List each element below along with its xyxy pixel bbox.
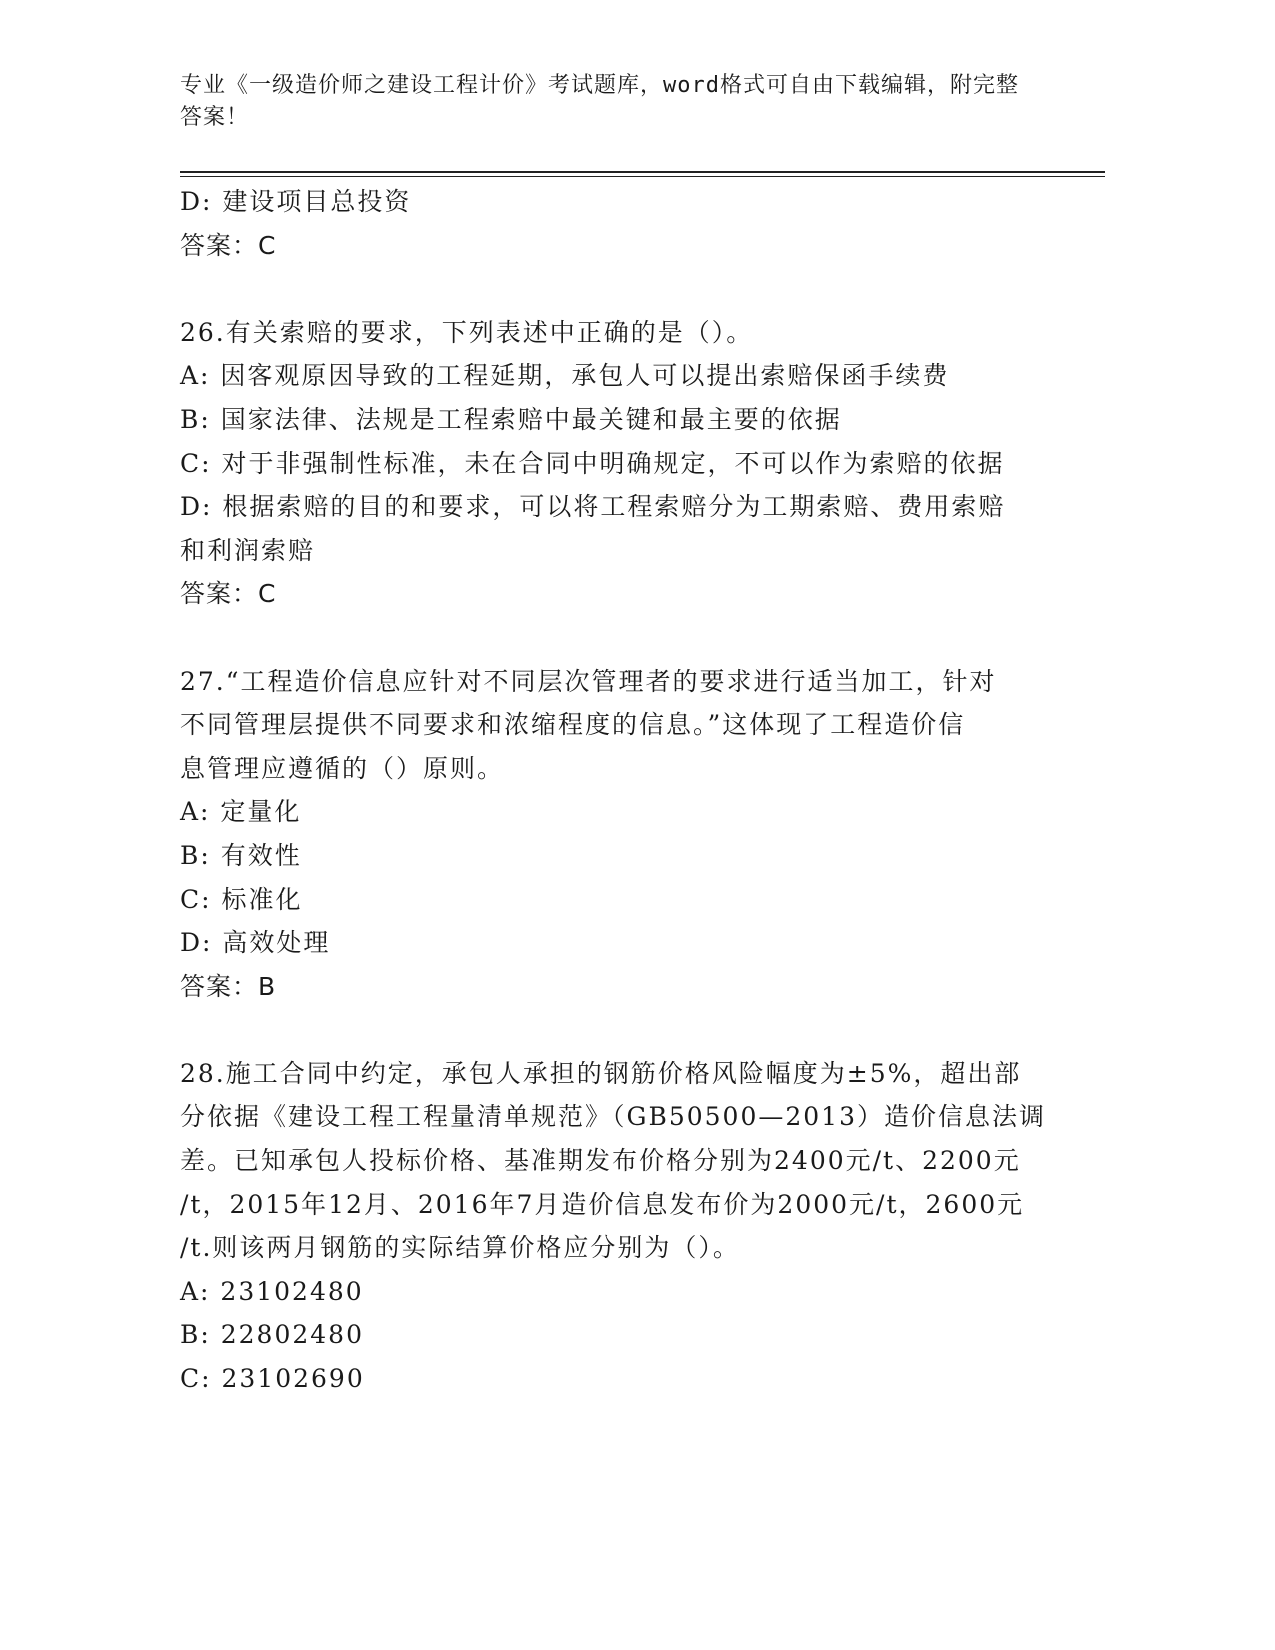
q26-option-c: C: 对于非强制性标准，未在合同中明确规定，不可以作为索赔的依据: [180, 448, 1005, 478]
q26-option-d-line1: D: 根据索赔的目的和要求，可以将工程索赔分为工期索赔、费用索赔: [180, 492, 1006, 522]
question-25-tail: [180, 180, 1040, 267]
header-divider-thick: [180, 171, 1105, 173]
q26-option-d-line2: 和利润索赔: [180, 535, 316, 565]
q27-option-d: D: 高效处理: [180, 928, 331, 958]
spacer: [180, 616, 1040, 660]
q27-option-c: C: 标准化: [180, 884, 303, 914]
q28-option-b: B: 22802480: [180, 1320, 364, 1350]
document-header: 专业《一级造价师之建设工程计价》考试题库，word格式可自由下载编辑，附完整答案！: [180, 73, 1019, 130]
q25-option-d: D: 建设项目总投资: [180, 187, 412, 216]
q28-stem-line2: 分依据《建设工程工程量清单规范》（GB50500—2013）造价信息法调: [180, 1102, 1046, 1132]
q28-stem-line4: /t，2015年12月、2016年7月造价信息发布价为2000元/t，2600元: [180, 1189, 1025, 1219]
q26-answer: 答案：C: [180, 579, 277, 609]
question-27: [180, 660, 1040, 1009]
q26-option-b: B: 国家法律、法规是工程索赔中最关键和最主要的依据: [180, 404, 842, 434]
q27-stem-line3: 息管理应遵循的（）原则。: [180, 753, 505, 783]
spacer: [180, 1008, 1040, 1052]
q25-answer: 答案：C: [180, 230, 277, 260]
spacer: [180, 267, 1040, 311]
header-divider-thin: [180, 176, 1105, 177]
question-28: [180, 1052, 1046, 1401]
q28-stem-line5: /t.则该两月钢筋的实际结算价格应分别为（）。: [180, 1233, 740, 1263]
q28-stem-line3: 差。已知承包人投标价格、基准期发布价格分别为2400元/t、2200元: [180, 1146, 1021, 1176]
q28-stem-line1: 28.施工合同中约定，承包人承担的钢筋价格风险幅度为±5%，超出部: [180, 1058, 1022, 1088]
q26-stem: 26.有关索赔的要求，下列表述中正确的是（）。: [180, 317, 754, 347]
q26-option-a: A: 因客观原因导致的工程延期，承包人可以提出索赔保函手续费: [180, 361, 950, 391]
q27-answer: 答案：B: [180, 971, 277, 1001]
q27-option-b: B: 有效性: [180, 840, 302, 870]
q27-stem-line1: 27.“工程造价信息应针对不同层次管理者的要求进行适当加工，针对: [180, 666, 997, 696]
q27-stem-line2: 不同管理层提供不同要求和浓缩程度的信息。”这体现了工程造价信: [180, 710, 966, 740]
q28-option-c: C: 23102690: [180, 1364, 365, 1394]
question-26: [180, 311, 1040, 616]
q28-option-a: A: 23102480: [180, 1276, 364, 1306]
question-content: [180, 180, 1046, 1401]
q27-option-a: A: 定量化: [180, 797, 302, 827]
